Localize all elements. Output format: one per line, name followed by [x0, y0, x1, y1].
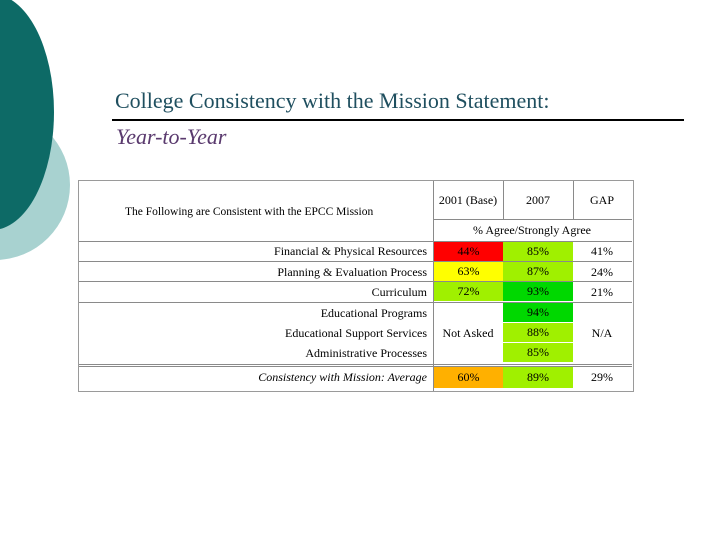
table-header-label: The Following are Consistent with the EPCC Mission	[125, 206, 374, 218]
table-row-label: Planning & Evaluation Process	[277, 264, 427, 279]
table-cell-2007: 85%	[503, 343, 573, 362]
grid-line	[79, 302, 632, 303]
slide-subtitle: Year-to-Year	[116, 124, 227, 149]
table-row-label: Financial & Physical Resources	[274, 243, 427, 258]
table-row-label: Administrative Processes	[305, 345, 427, 360]
title-rule	[112, 119, 684, 121]
not-asked-cell: Not Asked	[442, 325, 494, 340]
table-cell-2001: 60%	[434, 367, 503, 388]
table-cell-gap: 41%	[591, 243, 613, 258]
slide-title: College Consistency with the Mission Statement:	[115, 88, 550, 113]
table-cell-2007: 93%	[503, 282, 573, 301]
table-cell-2007: 87%	[503, 262, 573, 281]
table-row-label: Educational Programs	[320, 305, 427, 320]
table-cell-2001: 72%	[434, 282, 503, 301]
table-cell-gap: 29%	[591, 369, 613, 384]
table-cell-2001: 44%	[434, 242, 503, 261]
grid-line	[79, 261, 632, 262]
grid-line	[79, 281, 632, 282]
table-cell-gap: 24%	[591, 264, 613, 279]
grid-line	[79, 366, 632, 367]
table-cell-2007: 88%	[503, 323, 573, 342]
table-row-label: Curriculum	[371, 284, 427, 299]
grid-line	[79, 364, 632, 365]
grid-line	[573, 181, 574, 219]
table-cell-gap: 21%	[591, 284, 613, 299]
column-header-2007: 2007	[526, 192, 550, 207]
table-cell-2007: 85%	[503, 242, 573, 261]
column-header-gap: GAP	[589, 192, 614, 207]
table-row-label: Consistency with Mission: Average	[258, 369, 427, 384]
grid-line	[79, 241, 632, 242]
column-header-2001: 2001 (Base)	[438, 192, 498, 207]
table-cell-2007: 94%	[503, 303, 573, 322]
gap-na-cell: N/A	[591, 325, 613, 340]
grid-line	[433, 219, 632, 220]
consistency-table	[78, 180, 634, 392]
table-row-label: Educational Support Services	[285, 325, 427, 340]
subheader-agree: % Agree/Strongly Agree	[473, 222, 591, 237]
table-cell-2001: 63%	[434, 262, 503, 281]
table-cell-2007: 89%	[503, 367, 573, 388]
grid-line	[503, 181, 504, 219]
grid-line	[433, 181, 434, 391]
